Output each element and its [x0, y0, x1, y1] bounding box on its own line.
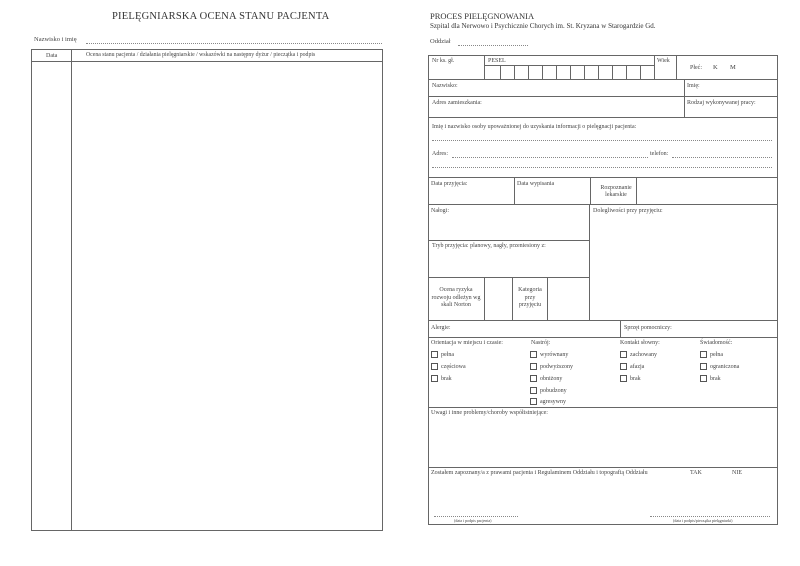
- contact-aphasia-checkbox[interactable]: [620, 363, 627, 370]
- equipment-divider: [620, 320, 621, 337]
- nurse-signature-line[interactable]: [650, 516, 770, 517]
- remarks-label: Uwagi i inne problemy/choroby współistniejące:: [431, 410, 548, 416]
- admission-date-label: Data przyjęcia:: [431, 181, 468, 187]
- row3-bottom: [428, 117, 778, 118]
- mood-aggressive-checkbox[interactable]: [530, 398, 537, 405]
- address-divider: [684, 96, 685, 117]
- no-option[interactable]: NIE: [732, 470, 742, 476]
- row2-bottom: [428, 96, 778, 97]
- orientation-none-checkbox[interactable]: [431, 375, 438, 382]
- patient-signature-line[interactable]: [434, 516, 518, 517]
- pesel-top-line: [484, 65, 654, 66]
- checkbox-section-bottom: [428, 407, 778, 408]
- col-date-header: Data: [46, 53, 58, 59]
- equipment-label: Sprzęt pomocniczy:: [624, 325, 672, 331]
- authorized-person-label: Imię i nazwisko osoby upoważnionej do uzyskania informacji o pielęgnacji pacjenta:: [432, 124, 637, 130]
- contact-none-label: brak: [630, 376, 641, 382]
- row5-bottom: [428, 204, 778, 205]
- addictions-bottom: [428, 240, 589, 241]
- address2-line[interactable]: [452, 157, 648, 158]
- patient-signature-caption: (data i podpis pacjenta): [454, 518, 492, 523]
- consciousness-full-label: pełna: [710, 352, 723, 358]
- contact-aphasia-label: afazja: [630, 364, 645, 370]
- allergies-bottom: [428, 337, 778, 338]
- firstname-label: Imię:: [687, 83, 700, 89]
- diagnosis-divider-right: [636, 177, 637, 204]
- discharge-date-label: Data wypisania: [517, 181, 555, 187]
- category-label: Kategoria przy przyjęciu: [518, 287, 542, 308]
- phone-label: telefon:: [650, 151, 669, 157]
- complaints-label: Dolegliwości przy przyjęciu:: [593, 208, 663, 214]
- row1-bottom: [428, 79, 778, 80]
- date-divider: [514, 177, 515, 204]
- age-divider: [654, 55, 655, 79]
- address2-label: Adres:: [432, 151, 448, 157]
- name-label: Nazwisko i imię: [34, 36, 77, 43]
- mood-lowered-checkbox[interactable]: [530, 375, 537, 382]
- sex-m-option[interactable]: M: [730, 64, 736, 71]
- mood-stable-label: wyrównany: [540, 352, 569, 358]
- mood-aggressive-label: agresywny: [540, 399, 566, 405]
- remarks-bottom: [428, 467, 778, 468]
- left-page-title: PIELĘGNIARSKA OCENA STANU PACJENTA: [112, 11, 330, 22]
- age-label: Wiek: [657, 58, 670, 64]
- diagnosis-label: Rozpoznanie lekarskie: [600, 185, 632, 199]
- surname-label: Nazwisko:: [432, 83, 458, 89]
- ward-label: Oddział: [430, 38, 451, 45]
- orientation-partial-label: częściowa: [441, 364, 466, 370]
- pesel-label: PESEL: [488, 58, 506, 64]
- notes-table-body[interactable]: [72, 62, 382, 530]
- col-notes-header: Ocena stanu pacjenta / działania pielęgniarskie / wskazówki na następny dyżur / pieczątka i podpis: [86, 52, 316, 58]
- mood-agitated-label: pobudzony: [540, 388, 567, 394]
- contact-kept-label: zachowany: [630, 352, 657, 358]
- mood-agitated-checkbox[interactable]: [530, 387, 537, 394]
- orientation-label: Orientacja w miejscu i czasie:: [431, 340, 503, 346]
- admission-mode-label: Tryb przyjęcia: planowy, nagły, przeniesiony z:: [432, 243, 546, 249]
- row-norton-bottom: [428, 320, 778, 321]
- address-label: Adres zamieszkania:: [432, 100, 482, 106]
- contact-label: Kontakt słowny:: [620, 340, 660, 346]
- name-divider: [684, 79, 685, 96]
- sex-label: Płeć:: [690, 65, 702, 71]
- mood-elevated-label: podwyższony: [540, 364, 573, 370]
- sex-k-option[interactable]: K: [713, 64, 718, 71]
- phone-line[interactable]: [672, 157, 772, 158]
- mood-elevated-checkbox[interactable]: [530, 363, 537, 370]
- complaints-divider: [589, 204, 590, 320]
- mood-stable-checkbox[interactable]: [530, 351, 537, 358]
- norton-divider: [484, 277, 485, 320]
- admission-mode-bottom: [428, 277, 589, 278]
- authorized-line-1[interactable]: [432, 140, 772, 141]
- orientation-none-label: brak: [441, 376, 452, 382]
- mood-label: Nastrój:: [531, 340, 551, 346]
- contact-none-checkbox[interactable]: [620, 375, 627, 382]
- consciousness-full-checkbox[interactable]: [700, 351, 707, 358]
- nr-divider: [484, 55, 485, 79]
- orientation-full-checkbox[interactable]: [431, 351, 438, 358]
- orientation-full-label: pełna: [441, 352, 454, 358]
- occupation-label: Rodzaj wykonywanej pracy:: [687, 100, 756, 106]
- diagnosis-divider-left: [590, 177, 591, 204]
- consciousness-none-checkbox[interactable]: [700, 375, 707, 382]
- name-field[interactable]: [86, 43, 382, 44]
- consciousness-limited-label: ograniczona: [710, 364, 740, 370]
- ward-field[interactable]: [458, 45, 528, 46]
- norton-label: Ocena ryzyka rozwoju odleżyn wg skali Norton: [431, 287, 481, 308]
- nr-label: Nr ks. gł.: [432, 58, 455, 64]
- orientation-partial-checkbox[interactable]: [431, 363, 438, 370]
- mood-lowered-label: obniżony: [540, 376, 563, 382]
- consciousness-limited-checkbox[interactable]: [700, 363, 707, 370]
- row4-bottom: [428, 177, 778, 178]
- authorized-line-2[interactable]: [432, 167, 772, 168]
- nurse-signature-caption: (data i podpis/pieczątka pielęgniarki): [673, 518, 733, 523]
- addictions-label: Nałogi:: [431, 208, 449, 214]
- consciousness-none-label: brak: [710, 376, 721, 382]
- allergies-label: Alergie:: [431, 325, 451, 331]
- consciousness-label: Świadomość:: [700, 340, 733, 346]
- acquainted-statement: Zostałem zapoznany/a z prawami pacjenta i Regulaminem Oddziału i topografią Oddziału: [431, 470, 648, 476]
- yes-option[interactable]: TAK: [690, 470, 702, 476]
- contact-kept-checkbox[interactable]: [620, 351, 627, 358]
- right-page-title: PROCES PIELĘGNOWANIA: [430, 11, 535, 21]
- remarks-field[interactable]: [429, 418, 777, 466]
- hospital-name: Szpital dla Nerwowo i Psychicznie Chorych im. St. Kryzana w Starogardzie Gd.: [430, 22, 656, 30]
- sex-divider: [676, 55, 677, 79]
- category-divider-right: [547, 277, 548, 320]
